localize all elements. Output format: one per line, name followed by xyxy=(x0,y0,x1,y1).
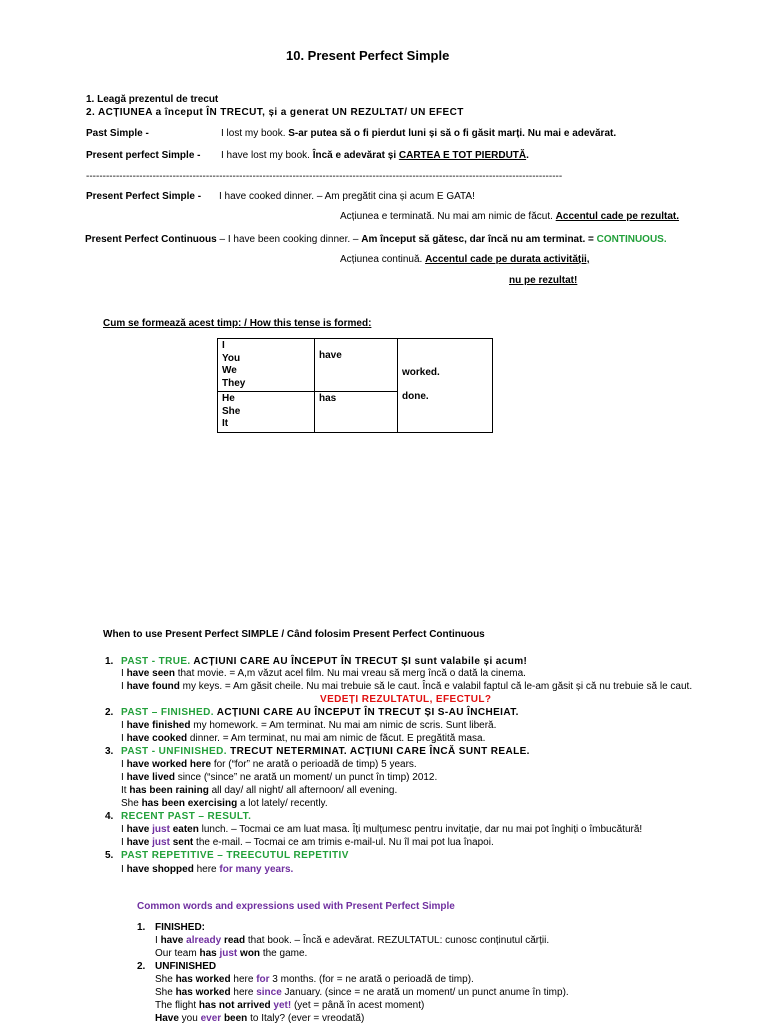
pps-note xyxy=(340,211,679,223)
common-1-number: 1. xyxy=(137,922,146,933)
verb: has xyxy=(199,948,217,959)
usage-1-number: 1. xyxy=(105,656,114,667)
intro-point-2: 2. ACȚIUNEA a început ÎN TRECUT, și a generat UN REZULTAT/ UN EFECT xyxy=(86,107,464,118)
common-1-example-2 xyxy=(155,948,307,960)
verb: have xyxy=(126,837,150,848)
common-2-example-3 xyxy=(155,1000,424,1012)
text: for (“for” ne arată o perioadă de timp) 5 years. xyxy=(211,759,417,770)
verb: has worked xyxy=(175,987,231,998)
usage-5-number: 5. xyxy=(105,850,114,861)
pronoun: She xyxy=(222,405,241,417)
usage-2-title: ACȚIUNI CARE AU ÎNCEPUT ÎN TRECUT ȘI S-AU ÎNCHEIAT. xyxy=(213,707,519,718)
usage-2-number: 2. xyxy=(105,707,114,718)
text: I xyxy=(121,668,127,679)
ppc-example: – I have been cooking dinner. – xyxy=(216,234,362,245)
verb: have shopped xyxy=(126,864,194,875)
present-perfect-label: Present perfect Simple - xyxy=(86,150,201,161)
ppc-continuous-tag: CONTINUOUS. xyxy=(596,234,667,245)
pronoun: We xyxy=(222,365,237,376)
past-simple-example xyxy=(221,128,616,140)
usage-3-example-4 xyxy=(121,798,328,810)
pps-note-text: Acțiunea e terminată. Nu mai am nimic de făcut. xyxy=(340,211,556,222)
text: the game. xyxy=(260,948,308,959)
time-word: since xyxy=(256,987,282,998)
common-2-number: 2. xyxy=(137,961,146,972)
divider-line: ----------------------------------------------------------------------------------------------------------------------------------------------- xyxy=(86,171,563,182)
verb: have worked here xyxy=(126,759,212,770)
present-perfect-example xyxy=(221,150,529,162)
usage-1-example-2 xyxy=(121,681,692,693)
verb: have found xyxy=(126,681,180,692)
text: here xyxy=(230,974,257,985)
pronoun: You xyxy=(222,352,241,364)
usage-1-heading xyxy=(121,656,527,668)
common-2-example-2 xyxy=(155,987,569,999)
formation-heading: Cum se formează acest timp: / How this tense is formed: xyxy=(103,318,372,329)
common-1-example-1 xyxy=(155,935,549,947)
text: I xyxy=(121,759,127,770)
time-word: for xyxy=(256,974,270,985)
text: lunch. – Tocmai ce am luat masa. Îți mulțumesc pentru invitație, dar nu mai pot înghiți o îmbucătură! xyxy=(198,824,643,835)
ppc-note-emphasis: Accentul cade pe durata activității, xyxy=(425,254,590,265)
ppc-note-text: Acțiunea continuă. xyxy=(340,254,426,265)
verb: have finished xyxy=(126,720,191,731)
usage-3-example-2 xyxy=(121,772,437,784)
present-perfect-explanation: Încă e adevărat și xyxy=(312,150,399,161)
time-word: already xyxy=(183,935,222,946)
text: Our team xyxy=(155,948,200,959)
text: since (“since” ne arată un moment/ un punct în timp) 2012. xyxy=(174,772,438,783)
text: here xyxy=(230,987,257,998)
time-word: just xyxy=(149,837,170,848)
usage-heading: When to use Present Perfect SIMPLE / Când folosim Present Perfect Continuous xyxy=(103,629,485,640)
pronouns-group-2 xyxy=(218,392,315,433)
verb: have xyxy=(160,935,184,946)
common-2-title: UNFINISHED xyxy=(155,961,217,972)
present-perfect-result: CARTEA E TOT PIERDUTĂ xyxy=(398,150,527,161)
participle: worked. xyxy=(402,366,440,378)
text: you xyxy=(178,1013,201,1024)
text: She xyxy=(155,974,176,985)
usage-5-example-1 xyxy=(121,864,293,876)
pps-label-2: Present Perfect Simple - xyxy=(86,191,202,202)
text: I xyxy=(121,772,127,783)
usage-4-example-2 xyxy=(121,837,494,849)
past-simple-label: Past Simple - xyxy=(86,128,149,139)
time-word: yet! xyxy=(270,1000,292,1011)
text: I xyxy=(121,824,127,835)
intro-point-1: 1. Leagă prezentul de trecut xyxy=(86,94,219,105)
past-participles xyxy=(398,339,493,433)
present-perfect-period: . xyxy=(526,150,529,161)
verb: has been exercising xyxy=(141,798,238,809)
verb: read xyxy=(221,935,246,946)
ppc-line xyxy=(85,234,667,246)
verb: eaten xyxy=(169,824,199,835)
usage-3-example-3 xyxy=(121,785,397,797)
participle: done. xyxy=(402,391,429,403)
time-expression: for many years. xyxy=(219,864,294,875)
past-simple-explanation: S-ar putea să o fi pierdut luni și să o fi găsit marți. Nu mai e adevărat. xyxy=(288,128,617,139)
auxiliary-has: has xyxy=(315,392,398,433)
text: (yet = până în acest moment) xyxy=(291,1000,425,1011)
pps-example-2: I have cooked dinner. – Am pregătit cina și acum E GATA! xyxy=(219,191,475,202)
usage-2-tag: PAST – FINISHED. xyxy=(121,707,214,718)
verb: have xyxy=(126,824,150,835)
usage-4-number: 4. xyxy=(105,811,114,822)
usage-1-example-1 xyxy=(121,668,526,680)
text: my keys. = Am găsit cheile. Nu mai trebuie să le caut. Încă e valabil faptul că le-am găsit și că nu trebuie să le caut. xyxy=(179,681,693,692)
text: I xyxy=(155,935,161,946)
usage-2-example-1 xyxy=(121,720,496,732)
verb: Have xyxy=(155,1013,179,1024)
text: all day/ all night/ all afternoon/ all evening. xyxy=(208,785,398,796)
common-words-heading: Common words and expressions used with Present Perfect Simple xyxy=(137,901,455,912)
text: that book. – Încă e adevărat. REZULTATUL: cunosc conținutul cărții. xyxy=(245,935,550,946)
verb: won xyxy=(237,948,261,959)
common-1-title: FINISHED: xyxy=(155,922,205,933)
usage-3-number: 3. xyxy=(105,746,114,757)
past-simple-sentence: I lost my book. xyxy=(221,128,289,139)
usage-5-tag: PAST REPETITIVE – TREECUTUL REPETITIV xyxy=(121,850,349,861)
usage-3-example-1 xyxy=(121,759,417,771)
text: She xyxy=(155,987,176,998)
usage-3-title: TRECUT NETERMINAT. ACȚIUNI CARE ÎNCĂ SUNT REALE. xyxy=(226,746,530,757)
text: She xyxy=(121,798,142,809)
ppc-label: Present Perfect Continuous xyxy=(85,234,217,245)
ppc-explanation: Am început să gătesc, dar încă nu am terminat. = xyxy=(361,234,597,245)
verb: been xyxy=(221,1013,248,1024)
verb: have seen xyxy=(126,668,175,679)
usage-1-title: ACȚIUNI CARE AU ÎNCEPUT ÎN TRECUT ȘI sunt valabile și acum! xyxy=(190,656,528,667)
present-perfect-sentence: I have lost my book. xyxy=(221,150,313,161)
pronoun: I xyxy=(222,340,225,351)
pronoun: They xyxy=(222,377,246,389)
ppc-note-emphasis-2: nu pe rezultat! xyxy=(509,275,578,286)
text: that movie. = A,m văzut acel film. Nu mai vreau să merg încă o dată la cinema. xyxy=(174,668,526,679)
text: I xyxy=(121,733,127,744)
text: 3 months. (for = ne arată o perioadă de timp). xyxy=(269,974,474,985)
text: a lot lately/ recently. xyxy=(237,798,328,809)
verb: have lived xyxy=(126,772,175,783)
text: here xyxy=(193,864,220,875)
common-2-example-4 xyxy=(155,1013,364,1025)
text: I xyxy=(121,681,127,692)
auxiliary-have: have xyxy=(315,339,398,392)
usage-1-tag: PAST - TRUE. xyxy=(121,656,191,667)
text: The flight xyxy=(155,1000,199,1011)
usage-3-heading xyxy=(121,746,530,758)
text: I xyxy=(121,864,127,875)
verb: have cooked xyxy=(126,733,188,744)
verb: has been raining xyxy=(129,785,209,796)
pps-note-emphasis: Accentul cade pe rezultat. xyxy=(555,211,680,222)
formation-table xyxy=(217,338,493,433)
time-word: just xyxy=(149,824,170,835)
verb: has not arrived xyxy=(198,1000,271,1011)
usage-2-heading xyxy=(121,707,519,719)
text: It xyxy=(121,785,130,796)
text: January. (since = ne arată un moment/ un punct anume în timp). xyxy=(281,987,569,998)
time-word: just xyxy=(216,948,238,959)
text: to Italy? (ever = vreodată) xyxy=(247,1013,365,1024)
pronoun: It xyxy=(222,418,229,429)
usage-3-tag: PAST - UNFINISHED. xyxy=(121,746,227,757)
text: I xyxy=(121,837,127,848)
common-2-example-1 xyxy=(155,974,474,986)
time-word: ever xyxy=(200,1013,222,1024)
usage-1-callout: VEDEȚI REZULTATUL, EFECTUL? xyxy=(320,694,492,705)
text: the e-mail. – Tocmai ce am trimis e-mail-ul. Nu îl mai pot lua înapoi. xyxy=(193,837,494,848)
page-title: 10. Present Perfect Simple xyxy=(286,48,450,63)
usage-2-example-2 xyxy=(121,733,485,745)
usage-4-example-1 xyxy=(121,824,642,836)
verb: sent xyxy=(169,837,194,848)
usage-4-tag: RECENT PAST – RESULT. xyxy=(121,811,252,822)
text: dinner. = Am terminat, nu mai am nimic de făcut. E pregătită masa. xyxy=(187,733,486,744)
pronouns-group-1 xyxy=(218,339,315,392)
verb: has worked xyxy=(175,974,231,985)
text: I xyxy=(121,720,127,731)
ppc-note xyxy=(340,254,590,266)
text: my homework. = Am terminat. Nu mai am nimic de scris. Sunt liberă. xyxy=(190,720,497,731)
pronoun: He xyxy=(222,393,235,404)
